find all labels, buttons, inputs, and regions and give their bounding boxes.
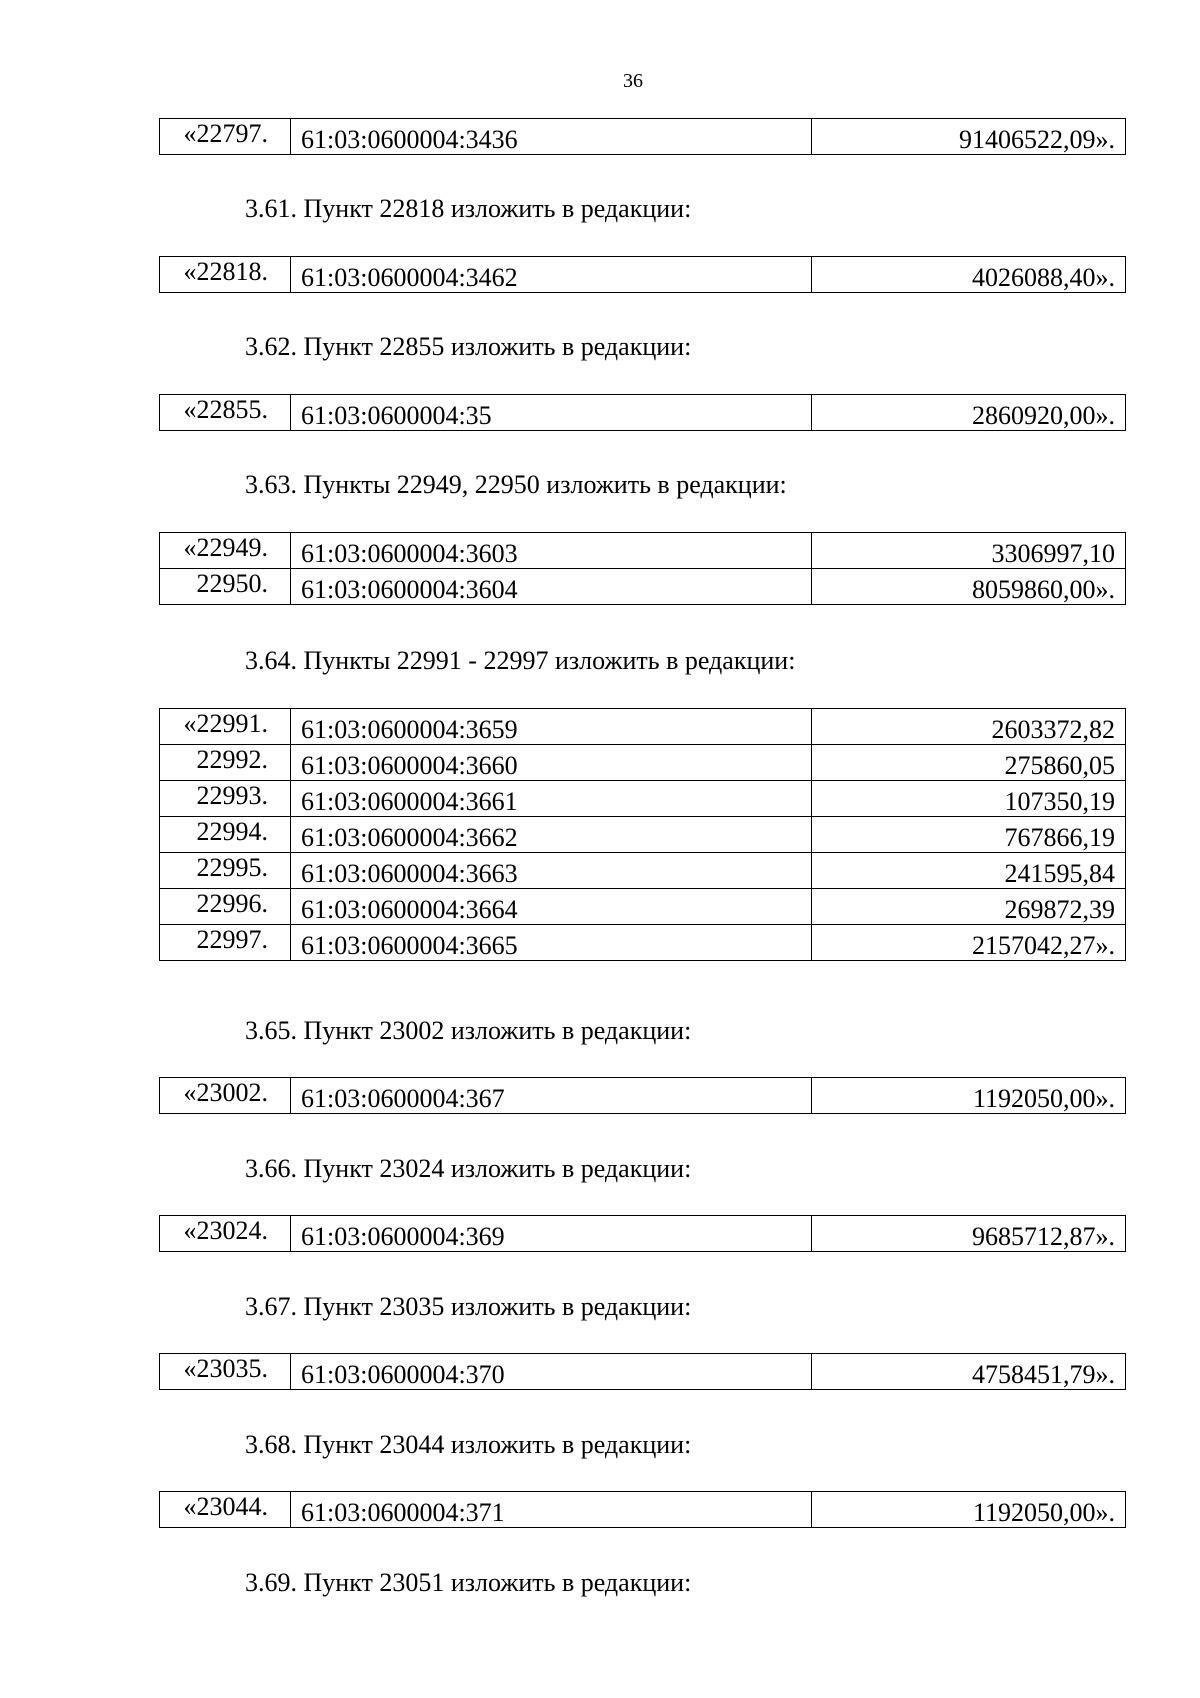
cadastral-number: 61:03:0600004:3660 (291, 745, 812, 781)
cadastral-number: 61:03:0600004:3661 (291, 781, 812, 817)
entry-table (159, 1215, 1126, 1252)
instruction-text: 3.65. Пункт 23002 изложить в редакции: (245, 1016, 692, 1045)
cadastral-value: 269872,39 (812, 889, 1126, 925)
cadastral-number: 61:03:0600004:3436 (291, 119, 812, 155)
cadastral-value: 2860920,00». (812, 395, 1126, 431)
item-number: «23035. (160, 1354, 291, 1390)
cadastral-number: 61:03:0600004:3659 (291, 709, 812, 745)
table-row (160, 817, 1126, 853)
item-number: «22818. (160, 257, 291, 293)
table-row (160, 781, 1126, 817)
cadastral-value: 8059860,00». (812, 569, 1126, 605)
cadastral-value: 91406522,09». (812, 119, 1126, 155)
instruction-text: 3.62. Пункт 22855 изложить в редакции: (245, 332, 692, 361)
cadastral-number: 61:03:0600004:3603 (291, 533, 812, 569)
table-row (160, 925, 1126, 961)
entry-table (159, 394, 1126, 431)
entry-table (159, 1491, 1126, 1528)
cadastral-value: 2157042,27». (812, 925, 1126, 961)
item-number: «22991. (160, 709, 291, 745)
instruction-text: 3.67. Пункт 23035 изложить в редакции: (245, 1292, 692, 1321)
instruction-text: 3.69. Пункт 23051 изложить в редакции: (245, 1568, 692, 1597)
item-number: «23002. (160, 1078, 291, 1114)
entry-table (159, 532, 1126, 605)
entry-table (159, 256, 1126, 293)
table-row (160, 709, 1126, 745)
table-row (160, 1354, 1126, 1390)
table-row (160, 257, 1126, 293)
entry-table (159, 1077, 1126, 1114)
table-row (160, 569, 1126, 605)
item-number: 22997. (160, 925, 291, 961)
cadastral-number: 61:03:0600004:367 (291, 1078, 812, 1114)
entry-table (159, 708, 1126, 961)
entry-table (159, 118, 1126, 155)
cadastral-value: 767866,19 (812, 817, 1126, 853)
cadastral-value: 9685712,87». (812, 1216, 1126, 1252)
item-number: «23044. (160, 1492, 291, 1528)
item-number: 22993. (160, 781, 291, 817)
table-row (160, 1078, 1126, 1114)
cadastral-value: 4026088,40». (812, 257, 1126, 293)
table-row (160, 1492, 1126, 1528)
cadastral-number: 61:03:0600004:3662 (291, 817, 812, 853)
cadastral-number: 61:03:0600004:370 (291, 1354, 812, 1390)
instruction-text: 3.64. Пункты 22991 - 22997 изложить в редакции: (245, 646, 796, 675)
cadastral-number: 61:03:0600004:3664 (291, 889, 812, 925)
item-number: «22949. (160, 533, 291, 569)
instruction-text: 3.61. Пункт 22818 изложить в редакции: (245, 194, 692, 223)
instruction-text: 3.68. Пункт 23044 изложить в редакции: (245, 1430, 692, 1459)
item-number: 22950. (160, 569, 291, 605)
cadastral-value: 275860,05 (812, 745, 1126, 781)
item-number: 22995. (160, 853, 291, 889)
cadastral-number: 61:03:0600004:35 (291, 395, 812, 431)
cadastral-number: 61:03:0600004:3462 (291, 257, 812, 293)
cadastral-number: 61:03:0600004:371 (291, 1492, 812, 1528)
cadastral-value: 4758451,79». (812, 1354, 1126, 1390)
instruction-text: 3.63. Пункты 22949, 22950 изложить в редакции: (245, 470, 787, 499)
table-row (160, 745, 1126, 781)
item-number: «23024. (160, 1216, 291, 1252)
instruction-text: 3.66. Пункт 23024 изложить в редакции: (245, 1154, 692, 1183)
cadastral-number: 61:03:0600004:3604 (291, 569, 812, 605)
table-row (160, 119, 1126, 155)
cadastral-value: 241595,84 (812, 853, 1126, 889)
cadastral-value: 107350,19 (812, 781, 1126, 817)
entry-table (159, 1353, 1126, 1390)
item-number: 22994. (160, 817, 291, 853)
item-number: 22996. (160, 889, 291, 925)
item-number: «22855. (160, 395, 291, 431)
page-number: 36 (623, 70, 643, 92)
table-row (160, 889, 1126, 925)
item-number: «22797. (160, 119, 291, 155)
table-row (160, 395, 1126, 431)
cadastral-value: 1192050,00». (812, 1492, 1126, 1528)
table-row (160, 533, 1126, 569)
cadastral-number: 61:03:0600004:3663 (291, 853, 812, 889)
cadastral-number: 61:03:0600004:369 (291, 1216, 812, 1252)
table-row (160, 1216, 1126, 1252)
cadastral-number: 61:03:0600004:3665 (291, 925, 812, 961)
item-number: 22992. (160, 745, 291, 781)
table-row (160, 853, 1126, 889)
cadastral-value: 3306997,10 (812, 533, 1126, 569)
cadastral-value: 1192050,00». (812, 1078, 1126, 1114)
cadastral-value: 2603372,82 (812, 709, 1126, 745)
